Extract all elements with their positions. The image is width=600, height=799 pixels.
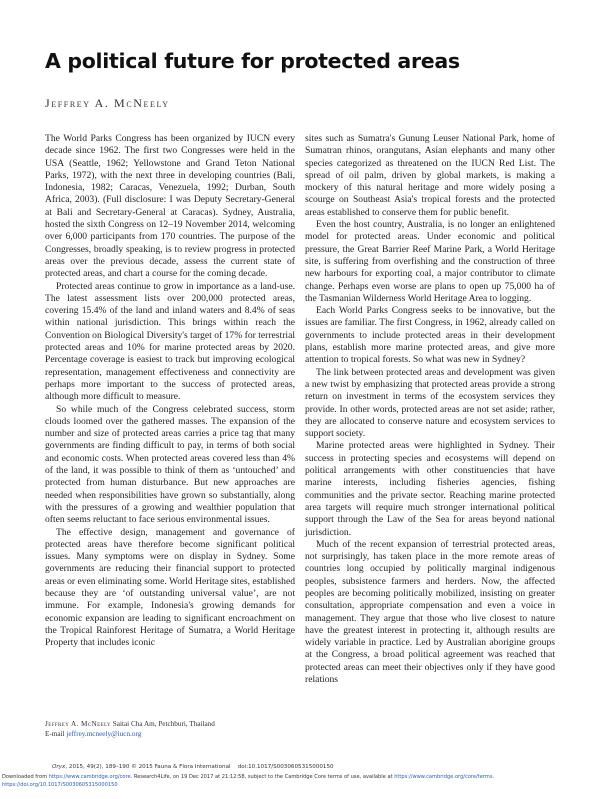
article-title: A political future for protected areas — [45, 49, 460, 73]
body-column-left — [45, 133, 295, 693]
paragraph: The World Parks Congress has been organized by IUCN every decade since 1962. The first two Congresses were held in the USA (Seattle, 1962; Yellowstone and Grand Teton National Parks, 1972), with the next three in developing countries (Bali, Indonesia, 1982; Caracas, Venezuela, 1992; Durban, South Africa, 2003). (Full disclosure: I was Deputy Secretary-General at Bali and Secretary-General at Caracas). Sydney, Australia, hosted the sixth Congress on 12–19 November 2014, welcoming over 6,000 participants from 170 countries. The purpose of the Congresses, broadly speaking, is to review progress in protected areas over the previous decade, assess the current state of protected areas, and chart a course for the coming decade. — [45, 133, 295, 280]
affiliation-address: Saitai Cha Am, Petchburi, Thailand — [111, 720, 215, 728]
author-affiliation — [45, 719, 295, 739]
paragraph: The effective design, management and governance of protected areas have therefore become significant political issues. Many symptoms were on display in Sydney. Some governments are reducing their financial support to protected areas or even eliminating some. World Heritage sites, established because they are ‘of outstanding universal value’, are not immune. For example, Indonesia's growing demands for economic expansion are leading to significant encroachment on the Tropical Rainforest Heritage of Sumatra, a World Heritage Property that includes iconic — [45, 526, 296, 649]
cambridge-core-link[interactable]: https://www.cambridge.org/core — [48, 774, 131, 780]
download-notice — [2, 773, 598, 789]
article-author: Jeffrey A. McNeely — [45, 96, 170, 110]
paragraph: The link between protected areas and development was given a new twist by emphasizing that protected areas provide a strong return on investment in terms of the ecosystem services they provide. In other words, protected areas are not set aside; rather, they are allocated to conserve nature and ecosystem services to support society. — [305, 366, 555, 440]
email-line — [45, 729, 295, 739]
affiliation-author-name: Jeffrey A. McNeely — [45, 720, 111, 728]
affiliation-line — [45, 719, 295, 729]
citation-text: , 2015, 49(2), 189–190 © 2015 Fauna & Flora International — [65, 764, 231, 770]
doi-link[interactable]: https://doi.org/10.1017/S0030605315000150 — [2, 782, 118, 788]
doi-text: doi:10.1017/S0030605315000150 — [237, 764, 334, 770]
email-link[interactable]: jeffrey.mcneely@iucn.org — [66, 730, 142, 738]
journal-name: Oryx — [52, 764, 66, 770]
paragraph: Each World Parks Congress seeks to be innovative, but the issues are familiar. The first Congress, in 1962, already called on governments to include protected areas in their development plans, establish more marine protected areas, and give more attention to tropical forests. So what was new in Sydney? — [305, 305, 555, 366]
paragraph: So while much of the Congress celebrated success, storm clouds loomed over the gathered masses. The expansion of the number and size of protected areas carries a price tag that many governments are finding difficult to pay, in terms of both social and economic costs. When protected areas covered less than 4% of the land, it was possible to think of them as ‘untouched’ and protected from human disturbance. But new approaches are needed when responsibilities have grown so substantially, along with the pressures of a growing and wealthier population that often seems reluctant to face serious environmental issues. — [45, 403, 295, 526]
download-prefix: Downloaded from — [2, 774, 49, 780]
download-text: . Research4Life, on 19 Dec 2017 at 21:12:58, subject to the Cambridge Core terms of use, available at — [130, 774, 395, 780]
paragraph: Much of the recent expansion of terrestrial protected areas, not surprisingly, has taken place in the more remote areas of countries long occupied by politically marginal indigenous peoples, subsistence farmers and herders. Now, the affected peoples are becoming politically mobilized, insisting on greater consultation, appropriate compensation and even a voice in management. They argue that those who live closest to nature have the greatest interest in protecting it, although results are widely variable in practice. Led by Australian aborigine groups at the Congress, a broad political agreement was reached that protected areas can meet their objectives only if they have good relations — [305, 538, 555, 686]
paragraph: Protected areas continue to grow in importance as a land-use. The latest assessment lists over 200,000 protected areas, covering 15.4% of the land and inland waters and 8.4% of seas within national jurisdiction. This brings within reach the Convention on Biological Diversity's target of 17% for terrestrial protected areas and 10% for marine protected areas by 2020. Percentage coverage is easiest to track but improving ecological representation, management effectiveness and connectivity are perhaps more important to the success of protected areas, although more difficult to measure. — [45, 280, 295, 403]
citation-footer — [52, 764, 334, 770]
paragraph: Marine protected areas were highlighted in Sydney. Their success in protecting species and ecosystems will depend on political arrangements with other constituencies that have marine interests, including fisheries agencies, fishing communities and the private sector. Reaching marine protected area targets will require much stronger international political support through the Law of the Sea for areas beyond national jurisdiction. — [305, 440, 555, 538]
body-column-right — [305, 133, 555, 686]
terms-suffix: . — [492, 774, 495, 780]
paragraph: sites such as Sumatra's Gunung Leuser National Park, home of Sumatran rhinos, orangutans, Asian elephants and many other species categorized as threatened on the IUCN Red List. The spread of oil palm, driven by global markets, is making a mockery of this natural heritage and more widely posing a scourge on Southeast Asia's tropical forests and the protected areas established to conserve them for public benefit. — [305, 133, 555, 218]
terms-link[interactable]: https://www.cambridge.org/core/terms — [394, 774, 493, 780]
paragraph: Even the host country, Australia, is no longer an enlightened model for protected areas. Under economic and political pressure, the Great Barrier Reef Marine Park, a World Heritage site, is suffering from overfishing and the construction of three new harbours for exporting coal, a major contributor to climate change. Perhaps even worse are plans to open up 75,000 ha of the Tasmanian Wilderness World Heritage Area to logging. — [305, 219, 555, 304]
email-label: E-mail — [45, 730, 67, 738]
